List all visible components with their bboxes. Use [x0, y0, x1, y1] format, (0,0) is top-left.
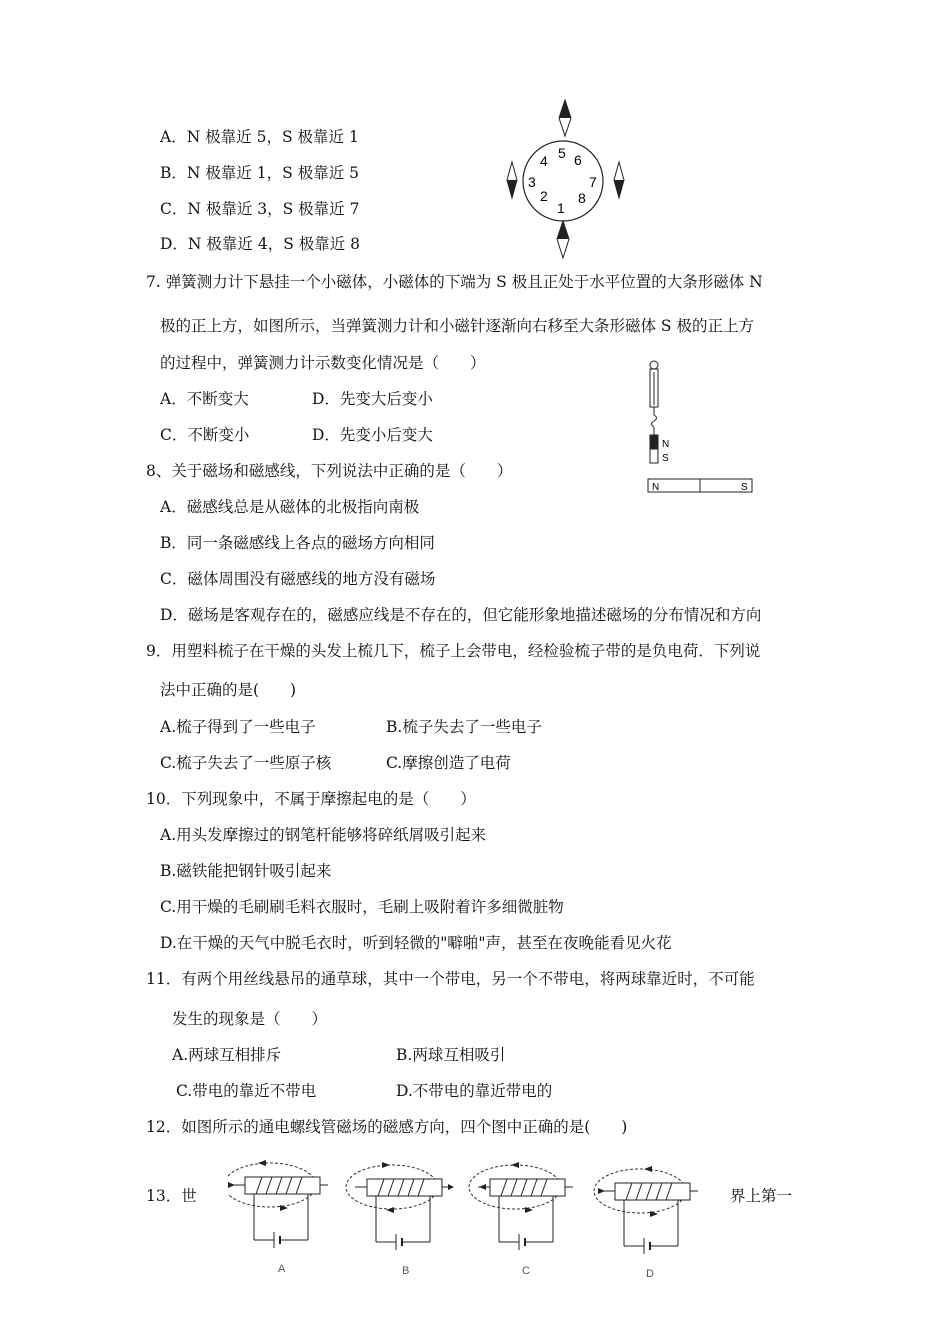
q10-option-b: B.磁铁能把钢针吸引起来	[160, 862, 332, 880]
position-1: 1	[557, 200, 565, 216]
q9-option-a: A.梳子得到了一些电子	[160, 718, 316, 736]
solenoid-d-label: D	[646, 1268, 654, 1280]
q6-option-a: A．N 极靠近 5，S 极靠近 1	[160, 128, 359, 146]
q8-option-b: B．同一条磁感线上各点的磁场方向相同	[160, 534, 435, 552]
q7-option-d: D．先变小后变大	[312, 426, 433, 444]
q7-stem-line2: 极的正上方，如图所示，当弹簧测力计和小磁针逐渐向右移至大条形磁体 S 极的正上方	[160, 317, 754, 335]
q9-stem-line1: 9．用塑料梳子在干燥的头发上梳几下，梳子上会带电，经检验梳子带的是负电荷．下列说	[146, 642, 761, 660]
small-magnet-south	[650, 449, 658, 463]
q9-option-c: C.梳子失去了一些原子核	[160, 754, 332, 772]
solenoid-d	[594, 1166, 698, 1254]
q6-option-b: B．N 极靠近 1，S 极靠近 5	[160, 164, 360, 182]
small-magnet-n-label: N	[662, 439, 670, 450]
q7-stem-line3: 的过程中，弹簧测力计示数变化情况是（ ）	[160, 354, 486, 372]
q11-option-a: A.两球互相排斥	[172, 1046, 282, 1064]
position-7: 7	[589, 174, 597, 190]
solenoid-a-label: A	[278, 1263, 286, 1275]
position-4: 4	[540, 153, 548, 169]
q13-end: 界上第一	[730, 1187, 793, 1205]
q7-option-a: A．不断变大	[160, 390, 249, 408]
q6-option-d: D．N 极靠近 4，S 极靠近 8	[160, 235, 361, 253]
solenoid-b	[346, 1162, 454, 1250]
solenoid-b-label: B	[402, 1265, 410, 1277]
q6-compass-figure	[500, 98, 640, 270]
q7-stem-line1: 7. 弹簧测力计下悬挂一个小磁体，小磁体的下端为 S 极且正处于水平位置的大条形磁体 N	[146, 273, 763, 291]
small-magnet-s-label: S	[662, 453, 669, 464]
q12-stem: 12．如图所示的通电螺线管磁场的磁感方向，四个图中正确的是( )	[146, 1118, 628, 1136]
position-3: 3	[528, 174, 536, 190]
q8-option-d: D．磁场是客观存在的，磁感应线是不存在的，但它能形象地描述磁场的分布情况和方向	[160, 606, 762, 624]
solenoid-c-label: C	[522, 1265, 530, 1277]
q7-spring-scale-figure	[640, 355, 760, 497]
q12-solenoid-figure	[228, 1150, 703, 1280]
compass-needle-top	[559, 100, 571, 136]
q10-option-d: D.在干燥的天气中脱毛衣时，听到轻微的"噼啪"声，甚至在夜晚能看见火花	[160, 934, 672, 952]
solenoid-a	[228, 1160, 328, 1248]
compass-needle-left	[507, 162, 517, 198]
q10-option-a: A.用头发摩擦过的钢笔杆能够将碎纸屑吸引起来	[160, 826, 487, 844]
position-8: 8	[578, 190, 586, 206]
q7-option-b: D．先变大后变小	[312, 390, 433, 408]
q11-option-c: C.带电的靠近不带电	[176, 1082, 317, 1100]
bar-magnet-s-label: S	[741, 482, 748, 493]
q10-option-c: C.用干燥的毛刷刷毛料衣服时，毛刷上吸附着许多细微脏物	[160, 898, 564, 916]
q7-option-c: C．不断变小	[160, 426, 250, 444]
compass-needle-bottom	[557, 221, 569, 258]
q11-stem-line1: 11．有两个用丝线悬吊的通草球，其中一个带电，另一个不带电，将两球靠近时，不可能	[146, 970, 755, 988]
q9-option-b: B.梳子失去了一些电子	[386, 718, 542, 736]
bar-magnet-n-label: N	[652, 482, 660, 493]
position-5: 5	[558, 145, 566, 161]
q11-option-b: B.两球互相吸引	[396, 1046, 506, 1064]
q11-option-d: D.不带电的靠近带电的	[396, 1082, 553, 1100]
compass-needle-right	[614, 162, 624, 198]
q8-option-a: A．磁感线总是从磁体的北极指向南极	[160, 498, 420, 516]
q13-start: 13．世	[146, 1187, 197, 1205]
solenoid-c	[469, 1162, 573, 1250]
small-magnet-north	[650, 435, 658, 449]
q10-stem: 10．下列现象中，不属于摩擦起电的是（ ）	[146, 790, 476, 808]
position-6: 6	[574, 152, 582, 168]
q9-option-d: C.摩擦创造了电荷	[386, 754, 511, 772]
position-2: 2	[540, 188, 548, 204]
q8-option-c: C．磁体周围没有磁感线的地方没有磁场	[160, 570, 436, 588]
q8-stem: 8、关于磁场和磁感线，下列说法中正确的是（ ）	[146, 462, 513, 480]
q9-stem-line2: 法中正确的是( )	[160, 681, 297, 699]
q6-option-c: C．N 极靠近 3，S 极靠近 7	[160, 200, 360, 218]
q11-stem-line2: 发生的现象是（ ）	[172, 1010, 328, 1028]
